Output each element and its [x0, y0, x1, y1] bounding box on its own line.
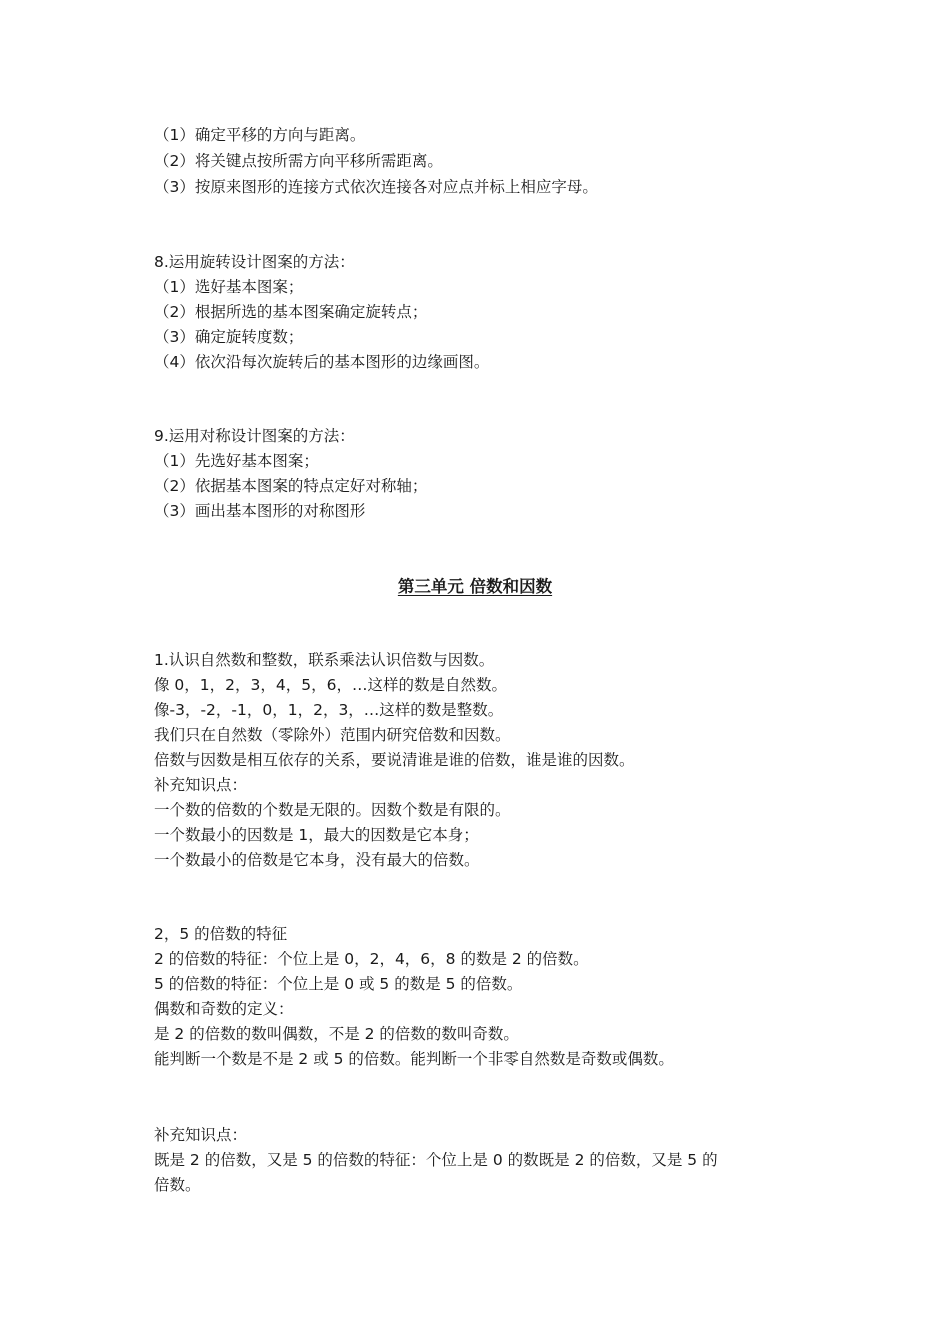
section9-step-1: （1）先选好基本图案； — [154, 452, 319, 470]
section9-step-2: （2）依据基本图案的特点定好对称轴； — [154, 477, 428, 495]
section8-step-4: （4）依次沿每次旋转后的基本图形的边缘画图。 — [154, 353, 490, 371]
translation-step-1: （1）确定平移的方向与距离。 — [154, 126, 366, 144]
section8-step-1: （1）选好基本图案； — [154, 278, 304, 296]
translation-step-3: （3）按原来图形的连接方式依次连接各对应点并标上相应字母。 — [154, 178, 598, 196]
part2-line-6: 能判断一个数是不是 2 或 5 的倍数。能判断一个非零自然数是奇数或偶数。 — [154, 1050, 674, 1068]
part2-line-1: 2，5 的倍数的特征 — [154, 925, 288, 943]
part1-line-6: 补充知识点： — [154, 776, 248, 794]
part1-line-3: 像-3，-2，-1，0，1，2，3，…这样的数是整数。 — [154, 701, 504, 719]
part2-line-4: 偶数和奇数的定义： — [154, 1000, 294, 1018]
section9-step-3: （3）画出基本图形的对称图形 — [154, 502, 366, 520]
part3-line-2: 既是 2 的倍数，又是 5 的倍数的特征：个位上是 0 的数既是 2 的倍数，又是 5 的 — [154, 1151, 718, 1169]
unit-title — [0, 576, 950, 598]
unit-title-text: 第三单元 倍数和因数 — [397, 577, 553, 596]
section8-title: 8.运用旋转设计图案的方法： — [154, 253, 355, 271]
section9-title: 9.运用对称设计图案的方法： — [154, 427, 355, 445]
part1-line-1: 1.认识自然数和整数，联系乘法认识倍数与因数。 — [154, 651, 495, 669]
part1-line-9: 一个数最小的倍数是它本身，没有最大的倍数。 — [154, 851, 480, 869]
section8-step-3: （3）确定旋转度数； — [154, 328, 304, 346]
section8-step-2: （2）根据所选的基本图案确定旋转点； — [154, 303, 428, 321]
part1-line-5: 倍数与因数是相互依存的关系，要说清谁是谁的倍数，谁是谁的因数。 — [154, 751, 635, 769]
part1-line-2: 像 0，1，2，3，4，5，6，…这样的数是自然数。 — [154, 676, 507, 694]
part2-line-3: 5 的倍数的特征：个位上是 0 或 5 的数是 5 的倍数。 — [154, 975, 523, 993]
part2-line-2: 2 的倍数的特征：个位上是 0，2，4，6，8 的数是 2 的倍数。 — [154, 950, 589, 968]
part3-line-3: 倍数。 — [154, 1176, 201, 1194]
part1-line-4: 我们只在自然数（零除外）范围内研究倍数和因数。 — [154, 726, 511, 744]
translation-step-2: （2）将关键点按所需方向平移所需距离。 — [154, 152, 443, 170]
part2-line-5: 是 2 的倍数的数叫偶数，不是 2 的倍数的数叫奇数。 — [154, 1025, 519, 1043]
part1-line-8: 一个数最小的因数是 1，最大的因数是它本身； — [154, 826, 479, 844]
part1-line-7: 一个数的倍数的个数是无限的。因数个数是有限的。 — [154, 801, 511, 819]
part3-line-1: 补充知识点： — [154, 1126, 248, 1144]
